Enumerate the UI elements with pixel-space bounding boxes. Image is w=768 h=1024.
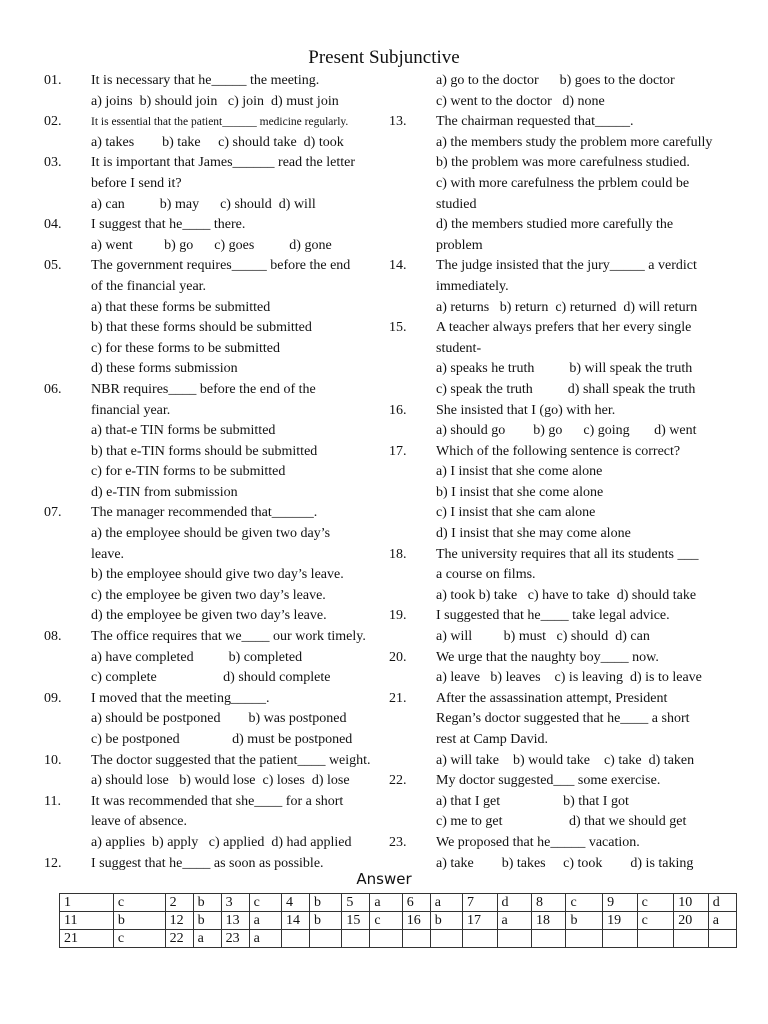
question-text: The university requires that all its students ___ <box>436 546 699 562</box>
answer-number-cell: 16 <box>402 912 430 930</box>
question-text: d) the employee be given two day’s leave. <box>91 608 327 624</box>
question-text: of the financial year. <box>91 278 207 294</box>
answer-number-cell: 1 <box>60 894 114 912</box>
question-continuation-line <box>389 462 729 483</box>
question-text: It is important that James______ read the letter <box>91 155 355 171</box>
question-number <box>389 586 436 607</box>
question-continuation-line <box>44 236 384 257</box>
question-continuation-line <box>44 195 384 216</box>
answer-number-cell <box>674 930 708 948</box>
question-line <box>44 215 384 236</box>
question-text: b) that e-TIN forms should be submitted <box>91 443 318 459</box>
question-number <box>389 709 436 730</box>
answer-number-cell: 5 <box>342 894 370 912</box>
question-text: c) I insist that she cam alone <box>436 505 596 521</box>
answer-letter-cell: a <box>249 930 281 948</box>
question-continuation-line <box>44 812 384 833</box>
question-number <box>389 153 436 174</box>
question-continuation-line <box>44 771 384 792</box>
question-number <box>44 174 91 195</box>
question-number: 23. <box>389 834 407 850</box>
question-continuation-line <box>44 339 384 360</box>
question-continuation-line <box>389 215 729 236</box>
question-number <box>389 627 436 648</box>
question-line <box>44 627 384 648</box>
answer-number-cell: 12 <box>165 912 193 930</box>
answer-number-cell: 9 <box>603 894 637 912</box>
question-number: 10. <box>44 752 62 768</box>
question-text: a) takes b) take c) should take d) took <box>91 134 344 150</box>
question-text: b) the problem was more carefulness studied. <box>436 155 690 171</box>
answer-letter-cell: b <box>193 894 221 912</box>
answer-letter-cell <box>566 930 603 948</box>
question-text: a) will take b) would take c) take d) taken <box>436 752 695 768</box>
question-number <box>44 812 91 833</box>
question-continuation-line <box>44 606 384 627</box>
question-number <box>389 462 436 483</box>
answer-heading: Answer <box>356 870 412 888</box>
question-text: c) be postponed d) must be postponed <box>91 732 353 747</box>
answer-row <box>60 912 737 930</box>
question-line <box>389 606 729 627</box>
question-continuation-line <box>389 751 729 772</box>
question-number: 14. <box>389 258 407 274</box>
question-text: b) I insist that she come alone <box>436 484 604 500</box>
question-number <box>389 483 436 504</box>
question-number <box>389 421 436 442</box>
question-text: rest at Camp David. <box>436 732 548 747</box>
question-number <box>389 236 436 257</box>
question-number <box>389 812 436 833</box>
question-continuation-line <box>44 730 384 751</box>
question-line <box>44 503 384 524</box>
answer-letter-cell: b <box>430 912 462 930</box>
question-continuation-line <box>389 277 729 298</box>
answer-letter-cell: a <box>708 912 736 930</box>
answer-number-cell: 17 <box>463 912 497 930</box>
question-line <box>44 689 384 710</box>
question-text: The government requires_____ before the end <box>91 258 351 274</box>
question-line <box>44 153 384 174</box>
question-continuation-line <box>44 545 384 566</box>
answer-letter-cell <box>310 930 342 948</box>
question-continuation-line <box>389 380 729 401</box>
question-continuation-line <box>389 92 729 113</box>
question-number <box>44 462 91 483</box>
answer-number-cell: 14 <box>282 912 310 930</box>
question-number <box>44 833 91 854</box>
question-text: b) the employee should give two day’s leave. <box>91 567 344 583</box>
question-text: c) went to the doctor d) none <box>436 93 605 109</box>
question-text: a) joins b) should join c) join d) must join <box>91 93 339 109</box>
question-text: The chairman requested that_____. <box>436 114 634 130</box>
question-continuation-line <box>389 153 729 174</box>
question-line <box>44 71 384 92</box>
question-continuation-line <box>44 483 384 504</box>
question-number <box>389 277 436 298</box>
question-text: a) I insist that she come alone <box>436 464 603 480</box>
question-line <box>389 401 729 422</box>
answer-letter-cell: b <box>113 912 165 930</box>
question-text: The office requires that we____ our work timely. <box>91 629 366 645</box>
question-text: a) that-e TIN forms be submitted <box>91 423 276 439</box>
answer-letter-cell: c <box>637 894 674 912</box>
answer-number-cell: 21 <box>60 930 114 948</box>
question-number: 21. <box>389 690 407 706</box>
question-text: It was recommended that she____ for a short <box>91 793 344 809</box>
question-text: c) for these forms to be submitted <box>91 340 280 356</box>
question-number: 17. <box>389 443 407 459</box>
question-continuation-line <box>389 236 729 257</box>
question-line <box>389 833 729 854</box>
question-number <box>44 442 91 463</box>
answer-number-cell: 4 <box>282 894 310 912</box>
question-text: a) the members study the problem more carefully <box>436 134 713 150</box>
question-continuation-line <box>389 503 729 524</box>
answer-number-cell: 23 <box>221 930 249 948</box>
question-number <box>44 565 91 586</box>
question-number <box>44 730 91 751</box>
question-number <box>389 792 436 813</box>
question-continuation-line <box>44 586 384 607</box>
question-continuation-line <box>389 586 729 607</box>
question-text: The judge insisted that the jury_____ a verdict <box>436 258 697 274</box>
question-number: 08. <box>44 629 62 645</box>
question-text: A teacher always prefers that her every single <box>436 320 692 336</box>
answer-number-cell: 13 <box>221 912 249 930</box>
question-text: c) speak the truth d) shall speak the truth <box>436 381 696 397</box>
question-text: a) take b) takes c) took d) is taking <box>436 855 694 871</box>
question-line <box>389 771 729 792</box>
question-line <box>44 380 384 401</box>
question-continuation-line <box>389 668 729 689</box>
answer-letter-cell <box>637 930 674 948</box>
question-text: a) leave b) leaves c) is leaving d) is to leave <box>436 670 702 686</box>
answer-number-cell <box>282 930 310 948</box>
question-text: a) the employee should be given two day’s <box>91 526 331 542</box>
question-number <box>389 668 436 689</box>
question-text: c) with more carefulness the prblem could be <box>436 175 690 191</box>
question-text: The doctor suggested that the patient____ weight. <box>91 752 371 768</box>
question-continuation-line <box>389 195 729 216</box>
question-text: a) that these forms be submitted <box>91 299 271 315</box>
answer-letter-cell: a <box>193 930 221 948</box>
question-number <box>389 359 436 380</box>
question-number: 03. <box>44 155 62 171</box>
answer-row <box>60 894 737 912</box>
question-number <box>44 359 91 380</box>
answer-letter-cell: a <box>370 894 402 912</box>
question-number <box>44 771 91 792</box>
question-line <box>44 792 384 813</box>
question-text: d) these forms submission <box>91 361 238 377</box>
question-line <box>389 112 729 133</box>
answer-number-cell: 11 <box>60 912 114 930</box>
question-continuation-line <box>389 421 729 442</box>
question-continuation-line <box>44 298 384 319</box>
question-number <box>44 318 91 339</box>
question-number <box>44 483 91 504</box>
question-number <box>389 92 436 113</box>
answer-number-cell <box>603 930 637 948</box>
question-continuation-line <box>44 92 384 113</box>
answer-number-cell: 19 <box>603 912 637 930</box>
question-text: a) applies b) apply c) applied d) had applied <box>91 834 352 850</box>
question-number <box>44 524 91 545</box>
question-text: I suggest that he____ there. <box>91 217 246 233</box>
question-continuation-line <box>44 318 384 339</box>
question-continuation-line <box>44 709 384 730</box>
question-number <box>44 195 91 216</box>
answer-letter-cell: a <box>497 912 531 930</box>
question-text: My doctor suggested___ some exercise. <box>436 773 661 789</box>
question-number: 19. <box>389 608 407 624</box>
answer-number-cell: 7 <box>463 894 497 912</box>
answer-number-cell <box>342 930 370 948</box>
question-number <box>44 545 91 566</box>
question-number: 15. <box>389 320 407 336</box>
question-number <box>389 298 436 319</box>
question-number: 05. <box>44 258 62 274</box>
question-text: before I send it? <box>91 175 182 191</box>
answer-letter-cell <box>370 930 402 948</box>
question-text: NBR requires____ before the end of the <box>91 381 316 397</box>
question-line <box>389 648 729 669</box>
answer-number-cell: 22 <box>165 930 193 948</box>
question-text: a) will b) must c) should d) can <box>436 629 650 645</box>
question-continuation-line <box>389 812 729 833</box>
answer-number-cell <box>532 930 566 948</box>
question-continuation-line <box>44 462 384 483</box>
answer-letter-cell: b <box>566 912 603 930</box>
question-text: It is necessary that he_____ the meeting. <box>91 73 320 88</box>
question-text: a) go to the doctor b) goes to the doctor <box>436 73 675 88</box>
question-text: I suggest that he____ as soon as possible. <box>91 855 324 871</box>
question-text: c) for e-TIN forms to be submitted <box>91 464 286 480</box>
question-number <box>44 421 91 442</box>
question-number <box>44 668 91 689</box>
question-text: After the assassination attempt, President <box>436 690 668 706</box>
question-number <box>389 71 436 92</box>
question-line <box>389 442 729 463</box>
question-text: immediately. <box>436 278 509 294</box>
question-text: a) should go b) go c) going d) went <box>436 423 697 439</box>
question-text: c) me to get d) that we should get <box>436 814 687 830</box>
answer-letter-cell: d <box>708 894 736 912</box>
question-number <box>389 174 436 195</box>
question-number: 01. <box>44 73 62 88</box>
question-text: a course on films. <box>436 567 536 583</box>
question-continuation-line <box>389 339 729 360</box>
question-text: We urge that the naughty boy____ now. <box>436 649 659 665</box>
answer-number-cell <box>402 930 430 948</box>
question-text: She insisted that I (go) with her. <box>436 402 616 418</box>
question-number: 07. <box>44 505 62 521</box>
question-continuation-line <box>44 277 384 298</box>
question-number <box>389 524 436 545</box>
answer-letter-cell <box>430 930 462 948</box>
question-number <box>389 503 436 524</box>
question-number: 13. <box>389 114 407 130</box>
question-number <box>44 606 91 627</box>
question-number <box>44 586 91 607</box>
question-text: Which of the following sentence is correct? <box>436 443 681 459</box>
question-line <box>389 545 729 566</box>
question-number <box>44 401 91 422</box>
question-number: 06. <box>44 381 62 397</box>
question-text: We proposed that he_____ vacation. <box>436 834 640 850</box>
question-number <box>44 236 91 257</box>
question-continuation-line <box>389 174 729 195</box>
question-number: 09. <box>44 690 62 706</box>
question-continuation-line <box>389 709 729 730</box>
question-text: a) should lose b) would lose c) loses d) lose <box>91 773 350 789</box>
question-continuation-line <box>389 792 729 813</box>
answer-letter-cell: b <box>310 894 342 912</box>
question-text: b) that these forms should be submitted <box>91 320 312 336</box>
answer-letter-cell: c <box>249 894 281 912</box>
question-text: a) should be postponed b) was postponed <box>91 711 347 727</box>
question-text: a) that I get b) that I got <box>436 793 629 809</box>
answer-letter-cell: c <box>370 912 402 930</box>
question-number <box>389 565 436 586</box>
question-continuation-line <box>389 627 729 648</box>
question-text: a) took b) take c) have to take d) should take <box>436 587 697 603</box>
question-continuation-line <box>44 648 384 669</box>
question-number: 22. <box>389 773 407 789</box>
question-number <box>389 730 436 751</box>
question-number <box>389 133 436 154</box>
answer-number-cell: 6 <box>402 894 430 912</box>
question-text: d) the members studied more carefully the <box>436 217 674 233</box>
question-continuation-line <box>389 483 729 504</box>
question-continuation-line <box>44 668 384 689</box>
answer-number-cell: 2 <box>165 894 193 912</box>
question-line <box>389 689 729 710</box>
question-text: student- <box>436 340 482 356</box>
answer-letter-cell: c <box>113 930 165 948</box>
question-number <box>389 195 436 216</box>
question-continuation-line <box>44 524 384 545</box>
question-continuation-line <box>389 133 729 154</box>
question-text: a) speaks he truth b) will speak the truth <box>436 361 693 377</box>
answer-letter-cell: d <box>497 894 531 912</box>
question-number: 12. <box>44 855 62 871</box>
question-number: 18. <box>389 546 407 562</box>
answer-row <box>60 930 737 948</box>
question-number <box>389 751 436 772</box>
question-text: c) complete d) should complete <box>91 670 331 686</box>
answer-number-cell: 3 <box>221 894 249 912</box>
question-line <box>44 112 384 133</box>
questions-left-column <box>44 71 384 874</box>
question-text: problem <box>436 237 483 253</box>
question-line <box>44 751 384 772</box>
question-continuation-line <box>44 442 384 463</box>
question-number <box>44 298 91 319</box>
question-continuation-line <box>44 833 384 854</box>
question-continuation-line <box>389 565 729 586</box>
answer-letter-cell <box>497 930 531 948</box>
question-number <box>44 277 91 298</box>
answer-letter-cell: a <box>249 912 281 930</box>
question-text: c) the employee be given two day’s leave. <box>91 587 326 603</box>
question-text: a) went b) go c) goes d) gone <box>91 237 332 253</box>
question-number: 11. <box>44 793 61 809</box>
question-continuation-line <box>44 174 384 195</box>
question-number <box>44 133 91 154</box>
question-continuation-line <box>389 730 729 751</box>
question-number <box>44 709 91 730</box>
question-line <box>389 318 729 339</box>
question-number: 16. <box>389 402 407 418</box>
question-line <box>389 256 729 277</box>
question-continuation-line <box>389 359 729 380</box>
answer-number-cell: 8 <box>532 894 566 912</box>
answer-letter-cell: b <box>310 912 342 930</box>
question-text: Regan’s doctor suggested that he____ a short <box>436 711 690 727</box>
answer-number-cell: 18 <box>532 912 566 930</box>
answer-letter-cell: c <box>113 894 165 912</box>
question-continuation-line <box>44 359 384 380</box>
answer-key-table <box>59 893 737 948</box>
question-continuation-line <box>389 524 729 545</box>
page-title: Present Subjunctive <box>308 47 460 68</box>
question-text: financial year. <box>91 402 171 418</box>
question-text: a) have completed b) completed <box>91 649 303 665</box>
question-text: I moved that the meeting_____. <box>91 690 270 706</box>
answer-letter-cell: b <box>193 912 221 930</box>
question-number: 02. <box>44 114 62 130</box>
question-number <box>389 380 436 401</box>
question-line <box>389 71 729 92</box>
question-text: d) e-TIN from submission <box>91 484 238 500</box>
question-number <box>44 648 91 669</box>
answer-letter-cell: c <box>637 912 674 930</box>
question-text: leave. <box>91 546 125 562</box>
question-continuation-line <box>44 401 384 422</box>
question-continuation-line <box>389 298 729 319</box>
answer-number-cell: 15 <box>342 912 370 930</box>
question-number <box>44 92 91 113</box>
question-text: a) returns b) return c) returned d) will return <box>436 299 698 315</box>
question-continuation-line <box>44 421 384 442</box>
question-number <box>389 215 436 236</box>
question-text: d) I insist that she may come alone <box>436 526 631 542</box>
answer-number-cell: 20 <box>674 912 708 930</box>
question-number: 04. <box>44 217 62 233</box>
question-continuation-line <box>44 133 384 154</box>
question-text: The manager recommended that______. <box>91 505 318 521</box>
question-line <box>44 256 384 277</box>
question-text: It is essential that the patient______ medicine regularly. <box>91 116 349 129</box>
question-text: a) can b) may c) should d) will <box>91 196 316 212</box>
question-text: studied <box>436 196 477 212</box>
answer-number-cell: 10 <box>674 894 708 912</box>
questions-right-column <box>389 71 729 874</box>
answer-letter-cell: c <box>566 894 603 912</box>
question-text: leave of absence. <box>91 814 187 830</box>
question-text: I suggested that he____ take legal advice. <box>436 608 670 624</box>
question-number <box>389 339 436 360</box>
answer-letter-cell: a <box>430 894 462 912</box>
question-number: 20. <box>389 649 407 665</box>
answer-number-cell <box>463 930 497 948</box>
question-number <box>44 339 91 360</box>
question-continuation-line <box>44 565 384 586</box>
answer-letter-cell <box>708 930 736 948</box>
